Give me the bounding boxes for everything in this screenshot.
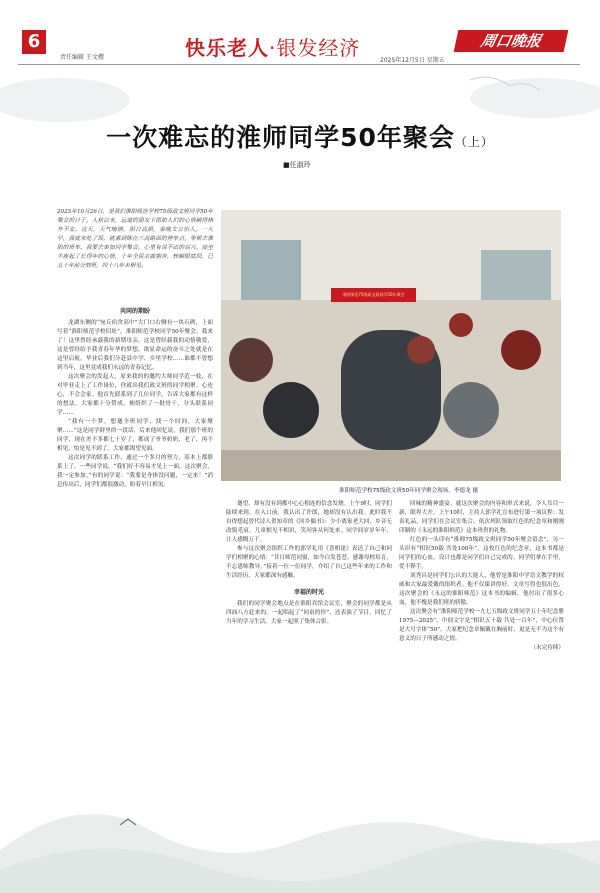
section-title: [185, 32, 360, 61]
photo-banner: 淮阳师范75级政文班同学50年聚会: [342, 292, 405, 297]
paragraph: 这次同学的联系工作，通过一个多月的努力，基本上都联系上了。一些同学说，“我们好不容易才见上一面，这次聚会，我一定参加。”有的同学说：“我要是身体没问题，一定来！”消息传出后，同学们都很激动，盼着早日相见。: [57, 455, 213, 488]
issue-date: 2025年12月5日 星期五: [380, 57, 445, 64]
paragraph: 邀望，却有没有到都中心心相连的信念发烧。上午9时，同学们陆续来到。在入口前，我认出了许郎，她却没有认出我。此时我不自得想起曾代诗人贺知章的《回乡偶书》：少小离家老大回，乡音无改鬓毛衰。儿童相见不相识，笑问客从何处来。同学间岁岁年年，让人感慨万千。: [226, 501, 392, 543]
paragraph: 红色的一头印有“淮师75级政文班同学50年聚会留念”，另一头印有“相识50载 共处100年”。这枚红色的纪念章，这本书都是同学们的心血，设计也都是同学们自己完成的。同学们拿在手里，爱不释手。: [399, 537, 564, 570]
event-photo: [221, 210, 561, 481]
subheading-1: 共同的期盼: [119, 308, 150, 315]
photo-illustration-icon: [221, 210, 561, 481]
paragraph: “我有一个梦，想邀全班同学，找一个时间，大家聚聚……”这是同学群里的一段话，后来他回忆说，我们那个班的同学，现在差不多都七十岁了，都成了爷爷奶奶，老了，再不相见，怕是见不到了。大家都渴望见面。: [57, 419, 213, 452]
article-intro: 2025年10月26日，是我们淮阳师范学校75级政文班同学50年聚会的日子。入秋以来，远道的朋友下雨如人们的心情瞬得格外不安。这天，天气晴朗，阳日高照，秦晚太公怡人。一大早，我就来吃了饭，就乘到陈在三高路面的停车点，等候去淮阳的班车。我要去参加同学聚会，心里有说不出的高兴。接坐半座起了长得年的心情，十年全民亲戚朝奔，转瞬眼底间，已五十年前分刻班，四十八年未相见。: [57, 209, 213, 269]
paragraph: 回味的精神盛宴。就这次聚会的内容和形式来说，令人耳目一新，眼界大开。上午10时，主持人郭学礼宣布进行第一项议程：发表礼品，同学们在会议室集合，依次列队领取红色的纪念章和刚刚印制的《永远的淮阳师范》这本珍贵的礼物。: [399, 501, 564, 534]
article-title: [0, 118, 600, 154]
page-header: [0, 0, 600, 66]
author-byline: ■任淑玲: [283, 161, 311, 169]
column-1: [57, 300, 213, 855]
photo-caption: 淮阳师范学校75级政文班50年同学聚会现场。李德龙 摄: [339, 488, 479, 494]
title-part: （上）: [454, 135, 494, 149]
newspaper-logo: 周口晚报: [454, 30, 569, 52]
paragraph: 我们的同学聚会地点是在淮阳宾馆会议室，聚会的同学都是从四面八方赶来的，一起唱起了“同桌的你”，还表演了节目，回忆了当年的学习生活。大家一起照了集体合影。: [226, 601, 392, 625]
paragraph: 这次聚会的发起人，原来我的的邀约大师同学范一枝，在对毕业走上了工作岗位，你就出我们政文班的同学相聚。心连心，不会会家。他首先联系到了几位同学，告诉大家都有这样的想法，大家都十分赞成，便组织了一批骨干，分头联系同学……: [57, 374, 213, 416]
column-2: [226, 500, 392, 855]
column-3: [399, 500, 564, 855]
continued-note: （未完待续）: [530, 645, 564, 651]
editors-line: 责任编辑 王文樱: [60, 54, 104, 61]
section-main: 快乐老人: [185, 36, 269, 60]
subheading-2: 幸福的时光: [293, 589, 324, 596]
page-number: 6: [22, 30, 46, 54]
header-divider: [18, 64, 580, 65]
section-sub: ·银发经济: [269, 36, 361, 60]
paragraph: 刘秀昌是同学们公认的大能人，他曾是淮阳中学语文教学的权威和大家最爱戴的组织者。他不仅课讲得好，文章写得也很出色，这次聚会的《永远的淮阳师范》这本书的编辑，他付出了很多心血，他不愧是我们班的骄傲。: [399, 573, 564, 606]
title-main: 一次难忘的淮师同学50年聚会: [106, 123, 455, 152]
paragraph: 龙湖东侧的“宛丘宿舍高中”大门口右侧有一块石碑，上面写着“淮阳师范学校旧址”。淮阳师范学校同学50年聚会，我来了！这里曾经承载我的新期母亲，这是曾经载我的动情敬爱，这是曾经给予我青春年华的梦想，欲显命运的奋斗之处就是在这里启航。毕业后我们分赴县中学、乡里学校……谁都不曾想到当年，这里竟成我们永远的青春记忆。: [57, 320, 213, 371]
paragraph: 参与这次聚会组织工作的郭学礼用《喜相逢》表达了自己和同学们相聚的心情：“昔日师范同窗，如今白发苍苍。感谢母校培育，不忘恩师教导。”接着一位一位同学，介绍了自己这些年来的工作和生活经历，大家都深有感触。: [226, 546, 392, 579]
paragraph: 这次聚会有“淮阳师范学校一九七五级政文班同学五十年纪念册1975—2025”，中间文字是“相识五十载 共处一百年”，中心位置是大号字体“50”，大家把纪念章佩戴在胸前时，更是无不为这个有意义的日子所感动之情。: [399, 609, 564, 642]
